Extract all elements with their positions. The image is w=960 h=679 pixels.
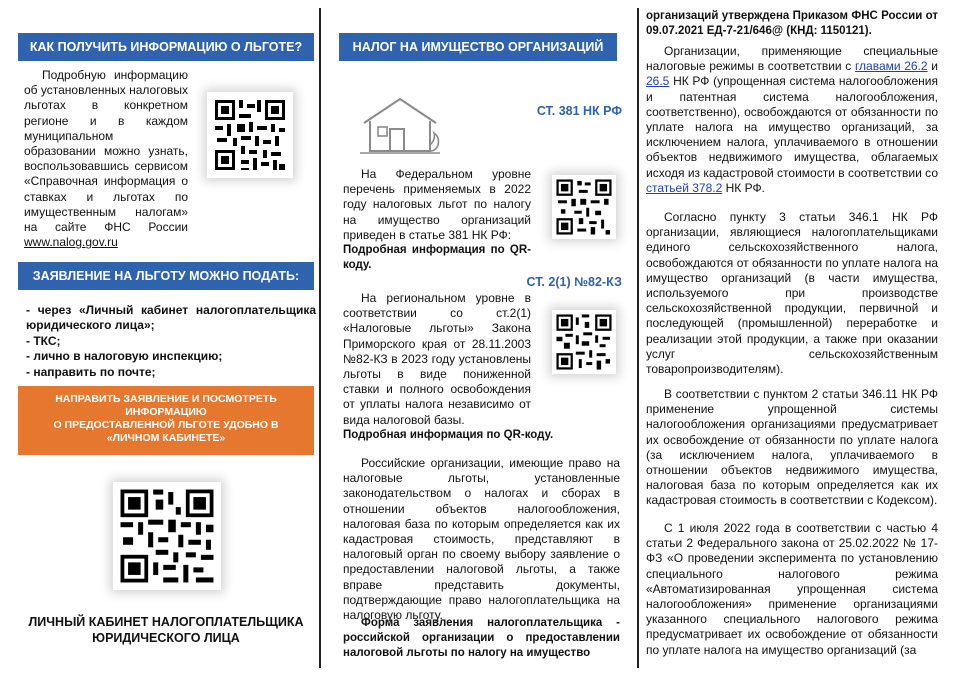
list-item: - направить по почте; [26,364,156,379]
qr-code-law-82kz[interactable] [552,310,616,374]
house-icon [360,95,440,157]
list-item: - через «Личный кабинет налогоплательщика юридического лица»; [26,303,316,333]
qr-code-icon [113,482,221,590]
info-paragraph [24,68,188,250]
order-reference [646,9,938,39]
qr-code-tax-rates[interactable] [207,92,293,178]
callout-line: НАПРАВИТЬ ЗАЯВЛЕНИЕ И ПОСМОТРЕТЬ [55,393,277,405]
russian-orgs-paragraph [343,456,620,623]
qr-code-personal-cabinet[interactable] [113,482,221,590]
p3-text: В соответствии с пунктом 2 статьи 346.11 НК РФ применение упрощенной системы налогообложения организациями предусматривает их освобождение от обязанности по уплате налога (за исключением налога, уплачиваемого в отношении объектов недвижимого имущества, налоговая база по которым определяется как их кадастровая стоимость в соответствии с Кодексом). [646,387,938,508]
article-378-2-link[interactable]: статьей 378.2 [646,180,723,195]
nalog-site-link[interactable]: www.nalog.gov.ru [24,235,118,250]
article-2-1-title: СТ. 2(1) №82-КЗ [526,275,622,289]
chapter-26-2-link[interactable]: главами 26.2 [854,59,928,74]
caption-line: ЛИЧНЫЙ КАБИНЕТ НАЛОГОПЛАТЕЛЬЩИКА [28,615,304,629]
p1-text-c: НК РФ. [722,180,765,195]
p2-text: Согласно пункту 3 статьи 346.1 НК РФ организации, являющиеся налогоплательщиками единого сельскохозяйственного налога, освобождаются от обязанности по уплате налога на имущество организаций (в части имущества, используемого при производстве сельскохозяйственной продукции, первичной и последующей (промышленной) переработке и реализации этой продукции, а также при оказании услуг сельскохозяйственным товаропроизводителям). [646,210,938,377]
order-reference-text: организаций утверждена Приказом ФНС России от 09.07.2021 ЕД-7-21/646@ (КНД: 1150121). [646,10,938,38]
qr-code-article-381[interactable] [552,175,616,239]
article-381-title: СТ. 381 НК РФ [536,104,622,118]
federal-text: На Федеральном уровне перечень применяемых в 2022 году налоговых льгот по налогу на имущество организаций приведен в статье 381 НК РФ: [343,167,531,242]
personal-cabinet-callout [18,386,314,455]
usn-paragraph [646,387,938,509]
list-item: - ТКС; [26,333,61,348]
regional-more: Подробная информация по QR-коду. [343,428,554,441]
application-banner: ЗАЯВЛЕНИЕ НА ЛЬГОТУ МОЖНО ПОДАТЬ: [18,262,314,290]
regional-paragraph [343,291,554,443]
russian-orgs-text: Российские организации, имеющие право на налоговые льготы, установленные законодательством о налогах и сборах в отношении объектов налогообложения, налоговая база по которым определяется как их кадастровая стоимость, представляют в налоговый орган по своему выбору заявление о предоставлении налоговой льготы, а также вправе представить документы, подтверждающие право налогоплательщика на налоговую льготу. [343,456,620,623]
callout-line: «ЛИЧНОМ КАБИНЕТЕ» [106,432,226,444]
p1-and: и [927,59,938,74]
personal-cabinet-caption [18,614,314,646]
column-divider-left [319,8,321,668]
special-regimes-paragraph [646,44,938,196]
column-divider-right [637,8,639,668]
federal-more: Подробная информация по QR-коду. [343,244,531,272]
info-text: Подробную информацию об установленных налоговых льготах в конкретном регионе и в каждом муниципальном образовании можно узнать, воспользовавшись сервисом «Справочная информация о ставках и льготах по имущественным налогам» на сайте ФНС России [24,68,188,235]
qr-code-icon [552,310,616,374]
list-item: - лично в налоговую инспекцию; [26,349,223,364]
how-to-get-info-banner: КАК ПОЛУЧИТЬ ИНФОРМАЦИЮ О ЛЬГОТЕ? [18,33,314,61]
regional-text: На региональном уровне в соответствии со ст.2(1) «Налоговые льготы» Закона Приморского края от 28.11.2003 №82-КЗ в 2023 году установлены льготы в виде пониженной ставки и полного освобождения от уплаты налога независимо от вида налоговой базы. [343,291,531,427]
federal-paragraph [343,167,531,273]
callout-line: ИНФОРМАЦИЮ [125,406,207,418]
form-paragraph [343,616,620,662]
qr-code-icon [207,92,293,178]
p1-text-b: НК РФ (упрощенная система налогообложения и патентная система налогообложения, соответственно), освобождаются от обязанности по уплате налога на имущество организаций, за исключением налога, уплачиваемого в отношении объектов недвижимого имущества, облагаемых исходя из кадастровой стоимости в соответствии со [646,74,938,180]
esn-paragraph [646,210,938,377]
submission-methods-list [26,303,316,380]
qr-code-icon [552,175,616,239]
property-tax-banner: НАЛОГ НА ИМУЩЕСТВО ОРГАНИЗАЦИЙ [339,33,617,61]
caption-line: ЮРИДИЧЕСКОГО ЛИЦА [92,631,240,645]
form-text: Форма заявления налогоплательщика - российской организации о предоставлении налоговой льготы по налогу на имущество [343,617,620,660]
p1-text-a: Организации, применяющие специальные налоговые режимы в соответствии с [646,44,938,74]
p4-text: С 1 июля 2022 года в соответствии с частью 4 статьи 2 Федерального закона от 25.02.2022 № 17-ФЗ «О проведении эксперимента по установлению специального налогового режима «Автоматизированная упрощенная система налогообложения» применение организациями указанного специального налогового режима предусматривает их освобождение от обязанности по уплате налога на имущество организаций (за [646,521,938,657]
callout-line: О ПРЕДОСТАВЛЕННОЙ ЛЬГОТЕ УДОБНО В [53,419,279,431]
ausn-paragraph [646,521,938,658]
chapter-26-5-link[interactable]: 26.5 [646,74,670,89]
